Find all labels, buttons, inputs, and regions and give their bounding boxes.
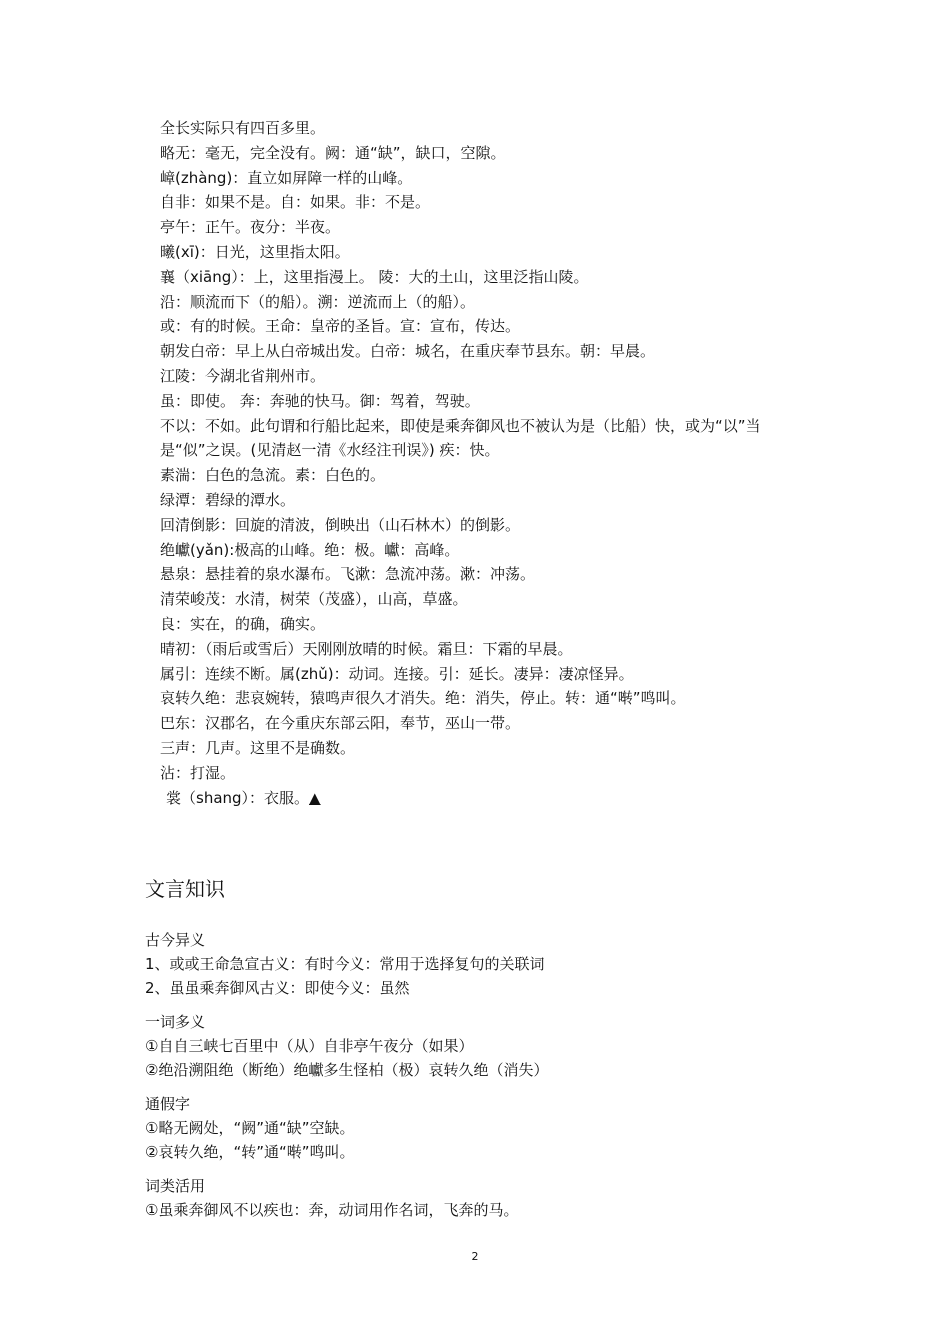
note-line: 晴初：（雨后或雪后）天刚刚放晴的时候。霜旦：下霜的早晨。 [160, 639, 573, 658]
note-line: 嶂(zhàng)：直立如屏障一样的山峰。 [160, 168, 413, 187]
note-line: 曦(xī)：日光，这里指太阳。 [160, 242, 350, 261]
note-line: 自非：如果不是。自：如果。非：不是。 [160, 193, 431, 212]
note-line: 略无：毫无，完全没有。阙：通“缺”，缺口，空隙。 [160, 143, 506, 162]
note-line: 哀转久绝：悲哀婉转，猿鸣声很久才消失。绝：消失，停止。转：通“啭”鸣叫。 [160, 689, 686, 708]
note-line: 沾：打湿。 [160, 763, 236, 782]
note-line: 清荣峻茂：水清，树荣（茂盛），山高，草盛。 [160, 590, 468, 609]
note-line: 沿：顺流而下（的船）。溯：逆流而上（的船）。 [160, 292, 476, 311]
note-line: 绝巘(yǎn):极高的山峰。绝：极。巘：高峰。 [160, 540, 460, 559]
note-line: 不以：不如。此句谓和行船比起来，即使是乘奔御风也不被认为是（比船）快，或为“以”当是“似”之误。(见清赵一清《水经注刊误》) 疾：快。 [160, 416, 761, 460]
note-line: 属引：连续不断。属(zhǔ)：动词。连接。引：延长。凄异：凄凉怪异。 [160, 664, 634, 683]
group-heading: 古今异义 [145, 931, 206, 949]
group-line: ②绝沿溯阻绝（断绝）绝巘多生怪柏（极）哀转久绝（消失） [145, 1061, 549, 1079]
group-heading: 一词多义 [145, 1013, 206, 1031]
note-line: 全长实际只有四百多里。 [160, 119, 326, 137]
annotation-notes [160, 116, 800, 810]
group-line: ②哀转久绝，“转”通“啭”鸣叫。 [145, 1143, 355, 1161]
group-line: ①略无阙处，“阙”通“缺”空缺。 [145, 1119, 355, 1137]
section-title: 文言知识 [145, 877, 225, 901]
note-line: 或：有的时候。王命：皇帝的圣旨。宣：宣布，传达。 [160, 317, 521, 336]
group-line: ①虽乘奔御风不以疾也：奔，动词用作名词，飞奔的马。 [145, 1201, 519, 1219]
group-heading: 通假字 [145, 1095, 191, 1113]
group-polysemy [145, 1010, 805, 1082]
note-line: 素湍：白色的急流。素：白色的。 [160, 466, 386, 485]
note-line: 悬泉：悬挂着的泉水瀑布。飞漱：急流冲荡。漱：冲荡。 [160, 565, 536, 584]
note-line: 巴东：汉郡名，在今重庆东部云阳，奉节，巫山一带。 [160, 714, 521, 733]
note-line: 江陵：今湖北省荆州市。 [160, 366, 326, 385]
group-line: 1、或或王命急宣古义：有时今义：常用于选择复句的关联词 [145, 955, 545, 973]
group-ancient-modern [145, 928, 805, 1000]
knowledge-section [145, 928, 805, 1232]
note-line: 朝发白帝：早上从白帝城出发。白帝：城名，在重庆奉节县东。朝：早晨。 [160, 342, 656, 361]
note-line: 绿潭：碧绿的潭水。 [160, 490, 296, 509]
note-line: 亭午：正午。夜分：半夜。 [160, 218, 341, 237]
group-interchangeable [145, 1092, 805, 1164]
page-number: 2 [471, 1250, 479, 1263]
note-line: 回清倒影：回旋的清波，倒映出（山石林木）的倒影。 [160, 515, 521, 534]
note-line: 襄（xiāng）：上，这里指漫上。 陵：大的土山，这里泛指山陵。 [160, 267, 589, 286]
group-line: 2、虽虽乘奔御风古义：即使今义：虽然 [145, 979, 410, 997]
note-line [160, 786, 800, 811]
triangle-icon: ▲ [309, 788, 321, 807]
group-line: ①自自三峡七百里中（从）自非亭午夜分（如果） [145, 1037, 474, 1055]
group-heading: 词类活用 [145, 1177, 206, 1195]
last-note-text: 裳（shang）：衣服。 [166, 788, 310, 807]
note-line: 三声：几声。这里不是确数。 [160, 738, 356, 757]
group-word-class [145, 1174, 805, 1222]
note-line: 虽：即使。 奔：奔驰的快马。御：驾着，驾驶。 [160, 391, 480, 410]
note-line: 良：实在，的确，确实。 [160, 614, 326, 633]
